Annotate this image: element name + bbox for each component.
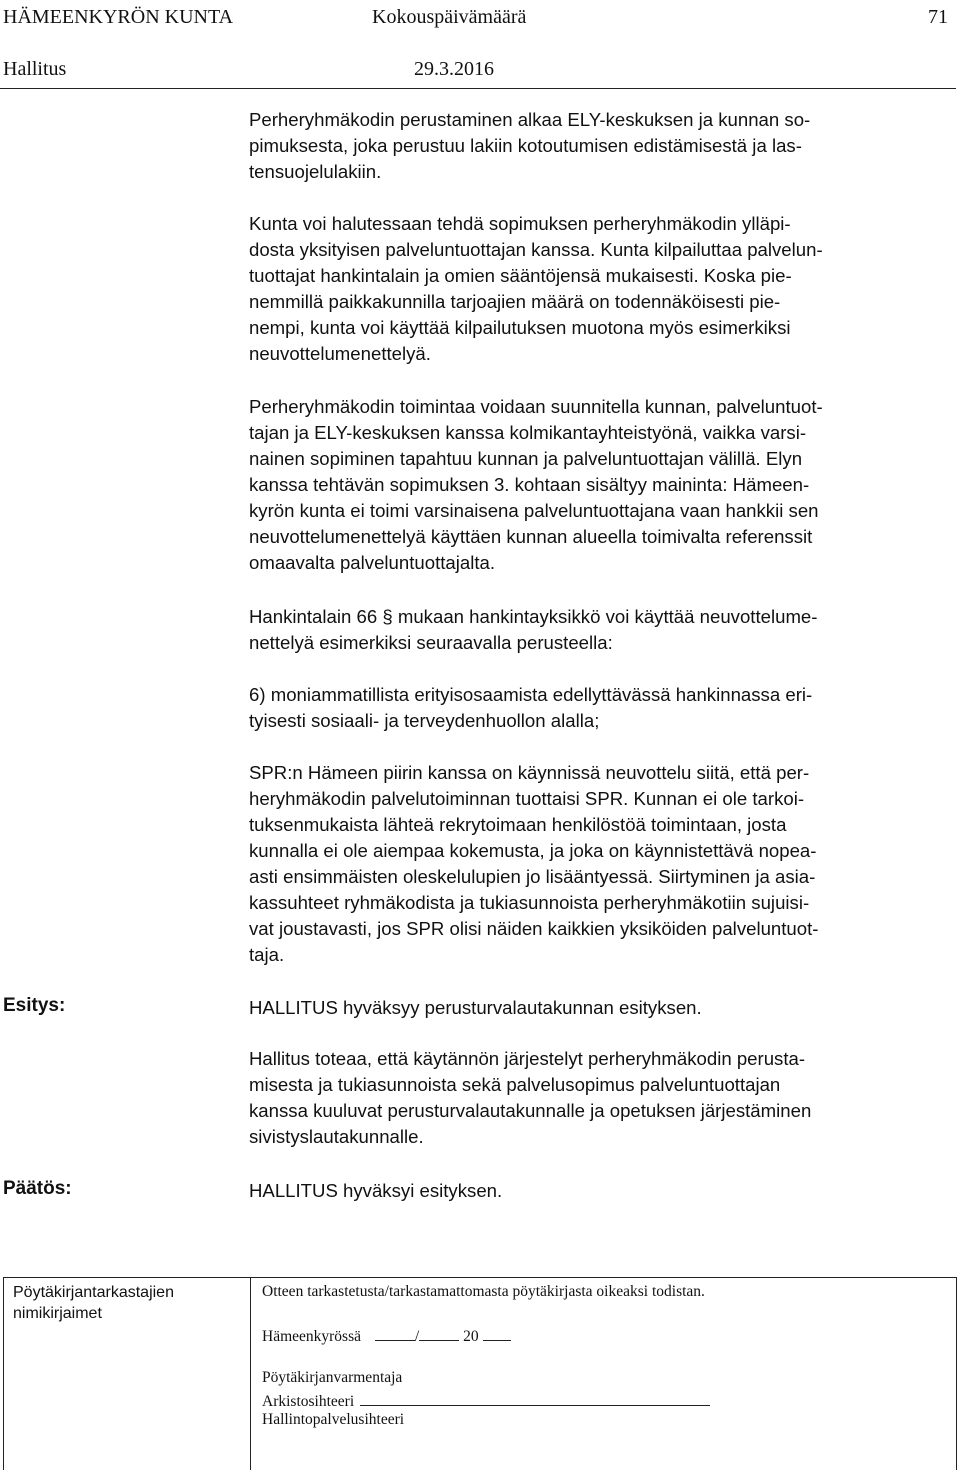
paragraph: SPR:n Hämeen piirin kanssa on käynnissä neuvottelu siitä, että per- heryhmäkodin palvelutoiminnan tuottaisi SPR. Kunnan ei ole tarkoi- tuksenmukaista lähteä rekrytoimaan henkilöstöä toimintaan, josta kunnalla ei ole aiempaa kokemusta, ja joka on käynnistettävä nopea- asti ensimmäisten oleskelulupien jo lisääntyessä. Siirtyminen ja asia- kassuhteet ryhmäkodista ja tukiasunnoista perheryhmäkotiin sujuisi- vat joustavasti, jos SPR olisi näiden kaikkien yksiköiden palveluntuot- taja. [249,762,819,965]
signer-title-1: Pöytäkirjanvarmentaja [262,1369,403,1386]
month-blank [419,1325,459,1341]
certification-box [3,1277,957,1470]
document-body [249,0,949,1240]
certification-cell [251,1278,956,1470]
paragraph: Perheryhmäkodin perustaminen alkaa ELY-keskuksen ja kunnan so- pimuksesta, joka perustuu lakiin kotoutumisen edistämisestä ja las- tensuojelulakiin. [249,109,811,182]
decision-label: Päätös: [3,1178,72,1199]
signature-line [360,1390,710,1406]
year-blank [483,1325,511,1341]
day-blank [375,1325,415,1341]
decision-text: HALLITUS hyväksyi esityksen. [249,1180,503,1201]
place-date-line [262,1325,511,1346]
paragraph: 6) moniammatillista erityisosaamista edellyttävässä hankinnassa eri- tyisesti sosiaali- ja terveydenhuollon alalla; [249,684,813,731]
place-name: Hämeenkyrössä [262,1328,361,1345]
initials-cell [4,1278,251,1470]
date-separator: / [414,1328,420,1345]
proposal-label: Esitys: [3,995,66,1016]
body-name: Hallitus [3,58,67,80]
paragraph: Hankintalain 66 § mukaan hankintayksikkö voi käyttää neuvottelume- nettelyä esimerkiksi seuraavalla perusteella: [249,606,818,653]
signer-title-3: Hallintopalvelusihteeri [262,1411,405,1428]
year-prefix: 20 [463,1328,479,1345]
paragraph: Hallitus toteaa, että käytännön järjestelyt perheryhmäkodin perusta- misesta ja tukiasunnoista sekä palvelusopimus palveluntuottajan kanssa kuuluvat perusturvalautakunnalle ja opetuksen järjestäminen sivistyslautakunnalle. [249,1048,812,1147]
certification-statement: Otteen tarkastetusta/tarkastamattomasta pöytäkirjasta oikeaksi todistan. [262,1283,705,1300]
signer-title-2: Arkistosihteeri [262,1390,710,1411]
municipality-name: HÄMEENKYRÖN KUNTA [3,6,234,28]
meeting-date: 29.3.2016 [414,58,494,80]
paragraph: Perheryhmäkodin toimintaa voidaan suunnitella kunnan, palveluntuot- tajan ja ELY-keskuksen kanssa kolmikantayhteistyönä, vaikka varsi- nainen sopiminen tapahtuu kunnan ja palveluntuottajan välillä. Elyn kanssa tehtävän sopimuksen 3. kohtaan sisältyy maininta: Hämeen- kyrön kunta ei toimi varsinaisena palveluntuottajana vaan hankkii sen neuvottelumenettelyä käyttäen kunnan alueella toimivalta referenssit omaavalta palveluntuottajalta. [249,396,823,573]
initials-label-line2: nimikirjaimet [13,1305,102,1322]
meeting-date-label: Kokouspäivämäärä [372,6,527,28]
initials-label-line1: Pöytäkirjantarkastajien [13,1284,174,1301]
page-number: 71 [928,6,948,28]
proposal-text: HALLITUS hyväksyy perusturvalautakunnan esityksen. [249,997,702,1018]
paragraph: Kunta voi halutessaan tehdä sopimuksen perheryhmäkodin ylläpi- dosta yksityisen palveluntuottajan kanssa. Kunta kilpailuttaa palvelun- tuottajat hankintalain ja omien sääntöjensä mukaisesti. Koska pie- nemmillä paikkakunnilla tarjoajien määrä on todennäköisesti pie- nempi, kunta voi käyttää kilpailutuksen muotona myös esimerkiksi neuvottelumenettelyä. [249,213,823,364]
